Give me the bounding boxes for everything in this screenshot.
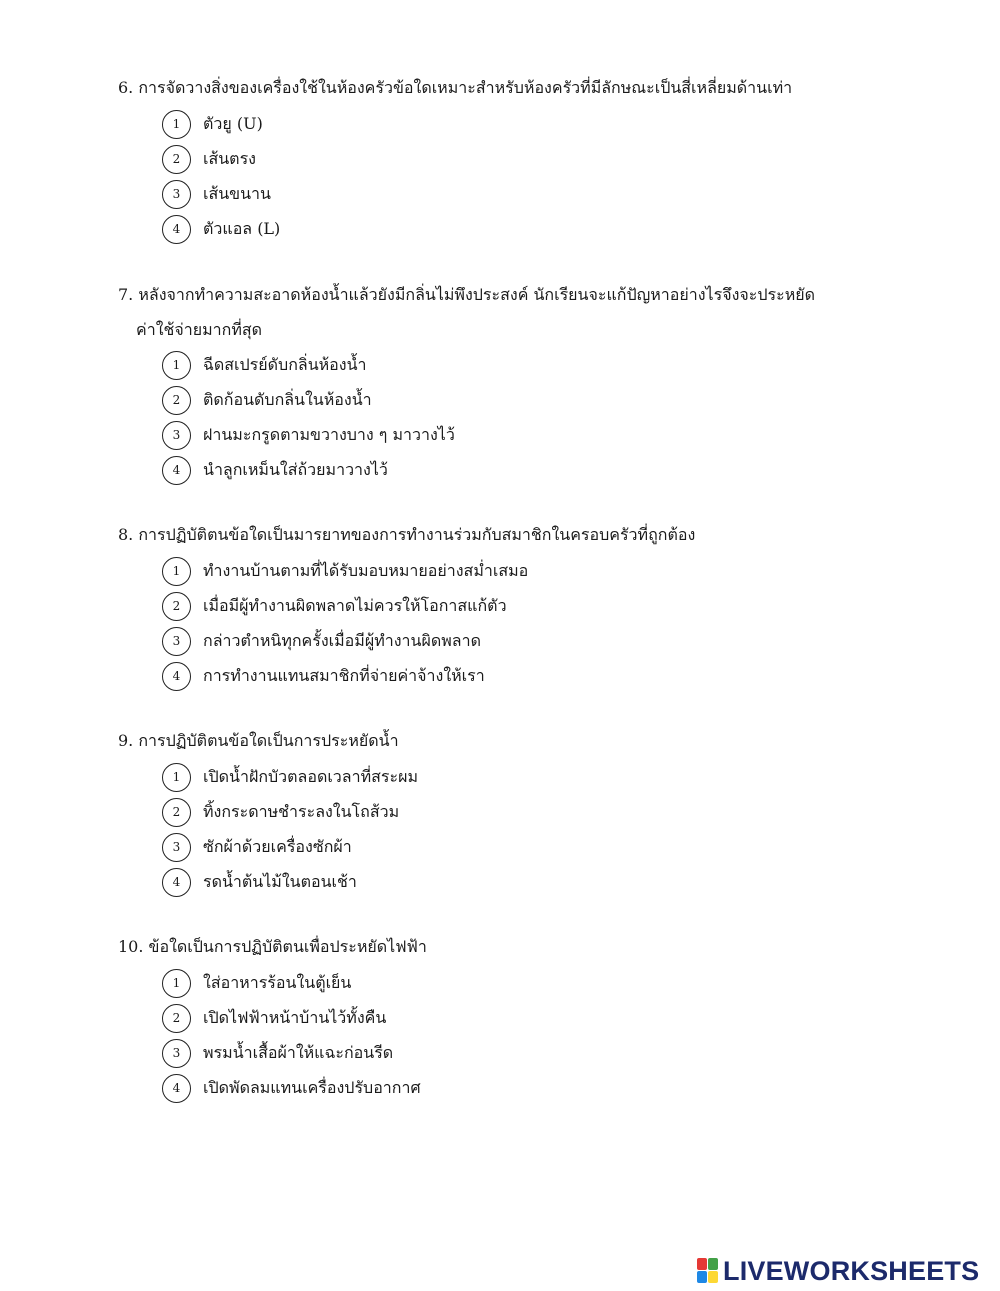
option-label: เส้นขนาน	[203, 183, 271, 203]
radio-circle[interactable]: 2	[162, 592, 191, 621]
option-6-2[interactable]	[162, 143, 256, 175]
radio-circle[interactable]: 1	[162, 351, 191, 380]
question-prompt	[118, 929, 858, 964]
option-6-3[interactable]	[162, 178, 271, 210]
logo-block-yellow	[708, 1271, 718, 1283]
option-label: กล่าวตำหนิทุกครั้งเมื่อมีผู้ทำงานผิดพลาด	[203, 630, 481, 650]
option-6-4[interactable]	[162, 213, 280, 245]
option-6-1[interactable]	[162, 108, 263, 140]
option-7-3[interactable]	[162, 419, 455, 451]
logo-block-red	[697, 1258, 707, 1270]
option-9-4[interactable]	[162, 866, 357, 898]
question-prompt-line2: ค่าใช้จ่ายมากที่สุด	[136, 320, 263, 339]
option-8-2[interactable]	[162, 590, 507, 622]
radio-circle[interactable]: 1	[162, 110, 191, 139]
option-9-1[interactable]	[162, 761, 418, 793]
option-9-2[interactable]	[162, 796, 399, 828]
radio-circle[interactable]: 1	[162, 557, 191, 586]
radio-circle[interactable]: 3	[162, 421, 191, 450]
option-7-1[interactable]	[162, 349, 367, 381]
question-prompt-text: 6. การจัดวางสิ่งของเครื่องใช้ในห้องครัวข้อใดเหมาะสำหรับห้องครัวที่มีลักษณะเป็นสี่เหลี่ยมด้านเท่า	[118, 78, 793, 97]
question-prompt	[118, 723, 858, 758]
option-7-2[interactable]	[162, 384, 372, 416]
question-prompt-text: 7. หลังจากทำความสะอาดห้องน้ำแล้วยังมีกลิ่นไม่พึงประสงค์ นักเรียนจะแก้ปัญหาอย่างไรจึงจะประหยัด	[118, 285, 815, 304]
option-label: ติดก้อนดับกลิ่นในห้องน้ำ	[203, 389, 372, 409]
radio-circle[interactable]: 4	[162, 868, 191, 897]
question-prompt-text: 9. การปฏิบัติตนข้อใดเป็นการประหยัดน้ำ	[118, 731, 399, 750]
radio-circle[interactable]: 4	[162, 662, 191, 691]
radio-circle[interactable]: 3	[162, 1039, 191, 1068]
option-label: เส้นตรง	[203, 148, 256, 168]
option-9-3[interactable]	[162, 831, 352, 863]
logo-block-green	[708, 1258, 718, 1270]
radio-circle[interactable]: 4	[162, 456, 191, 485]
liveworksheets-logo-text: LIVEWORKSHEETS	[723, 1255, 980, 1286]
option-label: ซักผ้าด้วยเครื่องซักผ้า	[203, 836, 352, 856]
radio-circle[interactable]: 3	[162, 833, 191, 862]
radio-circle[interactable]: 3	[162, 180, 191, 209]
logo-block-blue	[697, 1271, 707, 1283]
option-label: การทำงานแทนสมาชิกที่จ่ายค่าจ้างให้เรา	[203, 665, 485, 685]
option-10-4[interactable]	[162, 1072, 421, 1104]
option-label: เปิดไฟฟ้าหน้าบ้านไว้ทั้งคืน	[203, 1007, 387, 1027]
option-label: พรมน้ำเสื้อผ้าให้แฉะก่อนรีด	[203, 1042, 394, 1062]
question-prompt-text: 10. ข้อใดเป็นการปฏิบัติตนเพื่อประหยัดไฟฟ้า	[118, 937, 427, 956]
option-label: ตัวแอล (L)	[203, 218, 281, 238]
option-label: ทิ้งกระดาษชำระลงในโถส้วม	[203, 801, 400, 821]
question-prompt	[118, 70, 858, 105]
radio-circle[interactable]: 1	[162, 763, 191, 792]
liveworksheets-logo-icon	[697, 1258, 719, 1284]
option-10-3[interactable]	[162, 1037, 393, 1069]
question-prompt	[118, 517, 858, 552]
option-10-2[interactable]	[162, 1002, 386, 1034]
option-label: รดน้ำต้นไม้ในตอนเช้า	[203, 871, 357, 891]
option-label: นำลูกเหม็นใส่ถ้วยมาวางไว้	[203, 459, 388, 479]
radio-circle[interactable]: 2	[162, 145, 191, 174]
option-10-1[interactable]	[162, 967, 351, 999]
question-prompt	[118, 277, 858, 347]
radio-circle[interactable]: 2	[162, 386, 191, 415]
liveworksheets-logo	[697, 1253, 979, 1289]
option-label: ตัวยู (U)	[203, 113, 263, 133]
question-prompt-text: 8. การปฏิบัติตนข้อใดเป็นมารยาทของการทำงานร่วมกับสมาชิกในครอบครัวที่ถูกต้อง	[118, 525, 696, 544]
option-label: ใส่อาหารร้อนในตู้เย็น	[203, 972, 352, 992]
radio-circle[interactable]: 1	[162, 969, 191, 998]
option-label: ทำงานบ้านตามที่ได้รับมอบหมายอย่างสม่ำเสมอ	[203, 560, 529, 580]
radio-circle[interactable]: 3	[162, 627, 191, 656]
option-label: ฝานมะกรูดตามขวางบาง ๆ มาวางไว้	[203, 424, 455, 444]
option-8-4[interactable]	[162, 660, 485, 692]
radio-circle[interactable]: 2	[162, 1004, 191, 1033]
option-7-4[interactable]	[162, 454, 388, 486]
option-8-1[interactable]	[162, 555, 528, 587]
option-label: ฉีดสเปรย์ดับกลิ่นห้องน้ำ	[203, 354, 367, 374]
option-label: เปิดน้ำฝักบัวตลอดเวลาที่สระผม	[203, 766, 418, 786]
radio-circle[interactable]: 4	[162, 1074, 191, 1103]
option-8-3[interactable]	[162, 625, 481, 657]
option-label: เปิดพัดลมแทนเครื่องปรับอากาศ	[203, 1077, 421, 1097]
radio-circle[interactable]: 2	[162, 798, 191, 827]
radio-circle[interactable]: 4	[162, 215, 191, 244]
option-label: เมื่อมีผู้ทำงานผิดพลาดไม่ควรให้โอกาสแก้ตัว	[203, 595, 507, 615]
